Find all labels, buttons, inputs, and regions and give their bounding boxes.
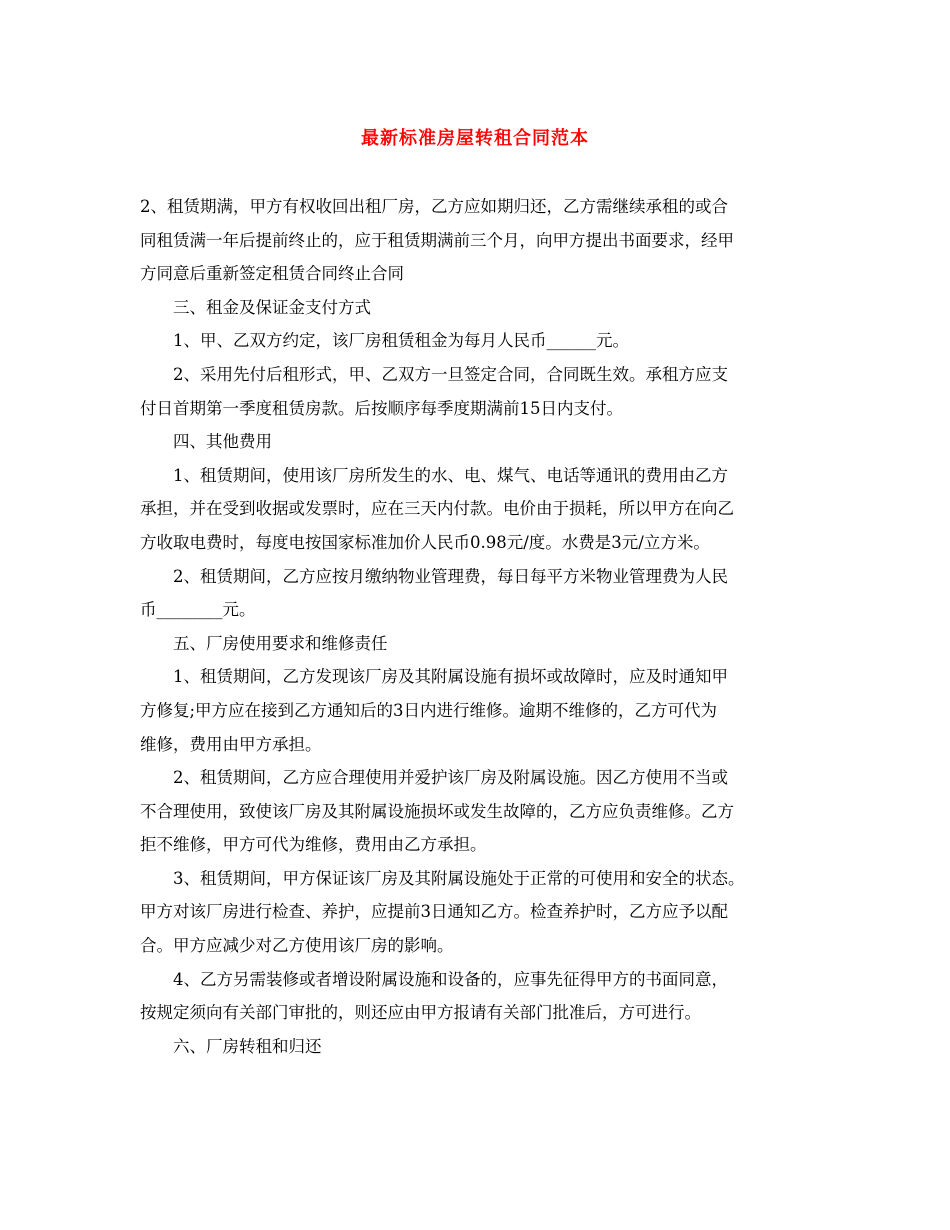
text-line: 币________元。 <box>140 600 256 620</box>
paragraph <box>140 963 810 1030</box>
text-line: 方同意后重新签定租赁合同终止合同 <box>140 264 404 284</box>
paragraph <box>140 324 810 358</box>
text-line: 2、租赁期间，乙方应按月缴纳物业管理费，每日每平方米物业管理费为人民 <box>173 566 728 586</box>
text-line: 1、甲、乙双方约定，该厂房租赁租金为每月人民币______元。 <box>173 331 629 351</box>
text-line: 方修复;甲方应在接到乙方通知后的3日内进行维修。逾期不维修的，乙方可代为 <box>140 700 718 720</box>
section-heading <box>140 627 810 661</box>
text-line: 四、其他费用 <box>173 432 272 452</box>
paragraph <box>140 862 810 963</box>
text-line: 1、租赁期间，使用该厂房所发生的水、电、煤气、电话等通讯的费用由乙方 <box>173 465 728 485</box>
text-line: 维修，费用由甲方承担。 <box>140 734 322 754</box>
text-line: 付日首期第一季度租赁房款。后按顺序每季度期满前15日内支付。 <box>140 398 623 418</box>
paragraph <box>140 459 810 560</box>
paragraph <box>140 761 810 862</box>
text-line: 拒不维修，甲方可代为维修，费用由乙方承担。 <box>140 835 487 855</box>
section-heading <box>140 425 810 459</box>
text-line: 按规定须向有关部门审批的，则还应由甲方报请有关部门批准后，方可进行。 <box>140 1003 701 1023</box>
section-heading <box>140 291 810 325</box>
document-title: 最新标准房屋转租合同范本 <box>361 128 589 149</box>
text-line: 六、厂房转租和归还 <box>173 1036 322 1056</box>
paragraph <box>140 358 810 425</box>
section-heading <box>140 1030 810 1064</box>
document-body <box>140 190 810 1063</box>
text-line: 合。甲方应减少对乙方使用该厂房的影响。 <box>140 936 454 956</box>
text-line: 三、租金及保证金支付方式 <box>173 297 371 317</box>
text-line: 方收取电费时，每度电按国家标准加价人民币0.98元/度。水费是3元/立方米。 <box>140 532 710 552</box>
text-line: 不合理使用，致使该厂房及其附属设施损坏或发生故障的，乙方应负责维修。乙方 <box>140 801 734 821</box>
text-line: 同租赁满一年后提前终止的，应于租赁期满前三个月，向甲方提出书面要求，经甲 <box>140 230 734 250</box>
text-line: 1、租赁期间，乙方发现该厂房及其附属设施有损坏或故障时，应及时通知甲 <box>173 667 728 687</box>
text-line: 五、厂房使用要求和维修责任 <box>173 633 388 653</box>
paragraph <box>140 560 810 627</box>
text-line: 2、采用先付后租形式，甲、乙双方一旦签定合同，合同既生效。承租方应支 <box>173 364 728 384</box>
paragraph <box>140 190 810 291</box>
text-line: 甲方对该厂房进行检查、养护，应提前3日通知乙方。检查养护时，乙方应予以配 <box>140 902 728 922</box>
text-line: 2、租赁期满，甲方有权收回出租厂房，乙方应如期归还，乙方需继续承租的或合 <box>140 197 728 216</box>
text-line: 承担，并在受到收据或发票时，应在三天内付款。电价由于损耗，所以甲方在向乙 <box>140 499 734 519</box>
text-line: 2、租赁期间，乙方应合理使用并爱护该厂房及附属设施。因乙方使用不当或 <box>173 768 728 788</box>
text-line: 4、乙方另需装修或者增设附属设施和设备的，应事先征得甲方的书面同意， <box>173 969 728 989</box>
text-line: 3、租赁期间，甲方保证该厂房及其附属设施处于正常的可使用和安全的状态。 <box>173 868 745 888</box>
paragraph <box>140 660 810 761</box>
